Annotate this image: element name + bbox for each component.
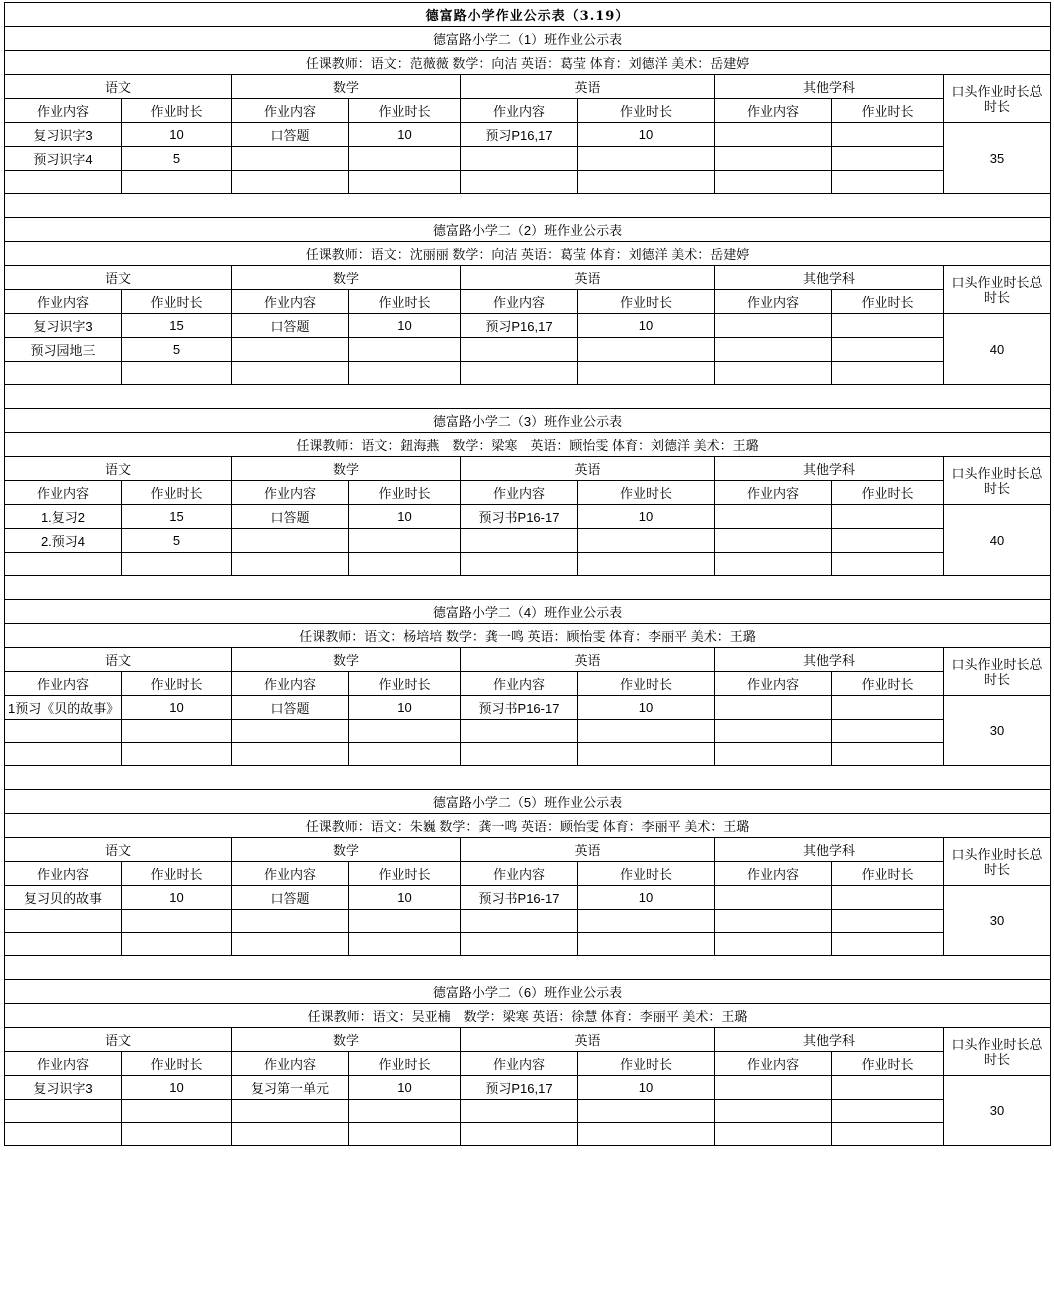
cell-content-other xyxy=(715,933,832,956)
table-row xyxy=(5,1004,1051,1028)
table-row xyxy=(5,1052,1051,1076)
header-duration-math: 作业时长 xyxy=(349,290,461,314)
header-duration-other: 作业时长 xyxy=(832,99,944,123)
cell-content-math xyxy=(232,529,349,553)
cell-duration-english xyxy=(578,720,715,743)
cell-content-math xyxy=(232,743,349,766)
cell-content-english xyxy=(461,743,578,766)
subject-header-math: 数学 xyxy=(232,457,461,481)
cell-duration-math xyxy=(349,147,461,171)
cell-content-chinese xyxy=(5,933,122,956)
cell-duration-other xyxy=(832,505,944,529)
header-content-english: 作业内容 xyxy=(461,481,578,505)
header-content-other: 作业内容 xyxy=(715,1052,832,1076)
cell-content-other xyxy=(715,147,832,171)
header-content-english: 作业内容 xyxy=(461,672,578,696)
cell-content-math: 口答题 xyxy=(232,505,349,529)
cell-content-english xyxy=(461,147,578,171)
teacher-list: 任课教师：语文：吴亚楠 数学：梁寒 英语：徐慧 体育：李丽平 美术：王璐 xyxy=(5,1004,1051,1028)
cell-content-other xyxy=(715,1100,832,1123)
cell-content-other xyxy=(715,553,832,576)
table-row xyxy=(5,696,1051,720)
table-row xyxy=(5,505,1051,529)
cell-content-english: 预习书P16-17 xyxy=(461,505,578,529)
cell-duration-math xyxy=(349,553,461,576)
cell-duration-chinese: 5 xyxy=(122,338,232,362)
header-content-english: 作业内容 xyxy=(461,290,578,314)
cell-content-other xyxy=(715,123,832,147)
header-duration-english: 作业时长 xyxy=(578,99,715,123)
cell-duration-english xyxy=(578,362,715,385)
oral-total-header: 口头作业时长总时长 xyxy=(944,457,1051,505)
subject-header-math: 数学 xyxy=(232,648,461,672)
cell-content-chinese: 1.复习2 xyxy=(5,505,122,529)
header-content-chinese: 作业内容 xyxy=(5,290,122,314)
cell-content-chinese xyxy=(5,171,122,194)
subject-header-english: 英语 xyxy=(461,648,715,672)
subject-header-math: 数学 xyxy=(232,75,461,99)
cell-duration-chinese xyxy=(122,553,232,576)
cell-duration-other xyxy=(832,553,944,576)
cell-content-english: 预习P16,17 xyxy=(461,1076,578,1100)
block-spacer xyxy=(5,385,1051,409)
oral-total-header: 口头作业时长总时长 xyxy=(944,266,1051,314)
table-row xyxy=(5,3,1051,27)
cell-content-math xyxy=(232,1100,349,1123)
cell-content-chinese xyxy=(5,910,122,933)
cell-duration-other xyxy=(832,338,944,362)
cell-content-chinese: 2.预习4 xyxy=(5,529,122,553)
cell-duration-english xyxy=(578,1123,715,1146)
header-duration-english: 作业时长 xyxy=(578,862,715,886)
teacher-list: 任课教师：语文：朱巍 数学：龚一鸣 英语：顾怡雯 体育：李丽平 美术：王璐 xyxy=(5,814,1051,838)
header-duration-other: 作业时长 xyxy=(832,862,944,886)
cell-duration-math xyxy=(349,338,461,362)
cell-duration-english: 10 xyxy=(578,314,715,338)
cell-content-english: 预习P16,17 xyxy=(461,123,578,147)
cell-duration-chinese: 15 xyxy=(122,314,232,338)
cell-duration-other xyxy=(832,720,944,743)
cell-content-chinese: 1预习《贝的故事》 xyxy=(5,696,122,720)
header-content-chinese: 作业内容 xyxy=(5,672,122,696)
cell-duration-other xyxy=(832,886,944,910)
header-duration-chinese: 作业时长 xyxy=(122,481,232,505)
teacher-list: 任课教师：语文：鈕海燕 数学：梁寒 英语：顾怡雯 体育：刘德洋 美术：王璐 xyxy=(5,433,1051,457)
table-row xyxy=(5,123,1051,147)
table-row xyxy=(5,862,1051,886)
table-row xyxy=(5,242,1051,266)
cell-duration-other xyxy=(832,933,944,956)
header-duration-chinese: 作业时长 xyxy=(122,290,232,314)
cell-duration-chinese: 10 xyxy=(122,886,232,910)
oral-total-value: 40 xyxy=(944,314,1051,385)
table-row xyxy=(5,1100,1051,1123)
table-row xyxy=(5,433,1051,457)
block-spacer xyxy=(5,576,1051,600)
table-row xyxy=(5,743,1051,766)
cell-duration-math: 10 xyxy=(349,505,461,529)
cell-content-chinese: 预习识字4 xyxy=(5,147,122,171)
cell-duration-english xyxy=(578,338,715,362)
oral-total-header: 口头作业时长总时长 xyxy=(944,1028,1051,1076)
cell-content-english xyxy=(461,1123,578,1146)
cell-content-other xyxy=(715,505,832,529)
subject-header-chinese: 语文 xyxy=(5,838,232,862)
cell-content-math xyxy=(232,171,349,194)
cell-content-chinese xyxy=(5,1100,122,1123)
cell-duration-other xyxy=(832,1076,944,1100)
table-row xyxy=(5,766,1051,790)
cell-content-math xyxy=(232,910,349,933)
cell-duration-chinese: 10 xyxy=(122,1076,232,1100)
cell-duration-english xyxy=(578,553,715,576)
header-duration-math: 作业时长 xyxy=(349,672,461,696)
subject-header-chinese: 语文 xyxy=(5,1028,232,1052)
header-content-chinese: 作业内容 xyxy=(5,481,122,505)
oral-total-value: 30 xyxy=(944,696,1051,766)
subject-header-math: 数学 xyxy=(232,266,461,290)
cell-content-english xyxy=(461,362,578,385)
header-content-other: 作业内容 xyxy=(715,290,832,314)
oral-total-header: 口头作业时长总时长 xyxy=(944,838,1051,886)
cell-duration-chinese: 10 xyxy=(122,696,232,720)
cell-duration-other xyxy=(832,147,944,171)
header-content-other: 作业内容 xyxy=(715,672,832,696)
header-duration-math: 作业时长 xyxy=(349,99,461,123)
cell-content-math xyxy=(232,1123,349,1146)
class-title: 德富路小学二（4）班作业公示表 xyxy=(5,600,1051,624)
cell-content-english: 预习P16,17 xyxy=(461,314,578,338)
table-row xyxy=(5,600,1051,624)
table-row xyxy=(5,576,1051,600)
table-row xyxy=(5,980,1051,1004)
header-content-other: 作业内容 xyxy=(715,481,832,505)
cell-content-english: 预习书P16-17 xyxy=(461,886,578,910)
header-duration-other: 作业时长 xyxy=(832,672,944,696)
cell-duration-chinese: 5 xyxy=(122,147,232,171)
table-row xyxy=(5,99,1051,123)
cell-content-other xyxy=(715,1123,832,1146)
cell-content-math: 复习第一单元 xyxy=(232,1076,349,1100)
cell-duration-chinese xyxy=(122,171,232,194)
table-row xyxy=(5,910,1051,933)
cell-content-other xyxy=(715,362,832,385)
cell-duration-other xyxy=(832,362,944,385)
cell-content-english xyxy=(461,338,578,362)
block-spacer xyxy=(5,766,1051,790)
block-spacer xyxy=(5,956,1051,980)
subject-header-other: 其他学科 xyxy=(715,1028,944,1052)
header-content-other: 作业内容 xyxy=(715,862,832,886)
oral-total-value: 30 xyxy=(944,1076,1051,1146)
cell-content-other xyxy=(715,696,832,720)
table-row xyxy=(5,529,1051,553)
subject-header-other: 其他学科 xyxy=(715,838,944,862)
teacher-list: 任课教师：语文：范薇薇 数学：向洁 英语：葛莹 体育：刘德洋 美术：岳建婷 xyxy=(5,51,1051,75)
cell-duration-english xyxy=(578,1100,715,1123)
header-content-english: 作业内容 xyxy=(461,99,578,123)
cell-duration-english xyxy=(578,147,715,171)
cell-content-other xyxy=(715,886,832,910)
cell-content-chinese xyxy=(5,1123,122,1146)
header-content-math: 作业内容 xyxy=(232,672,349,696)
oral-total-header: 口头作业时长总时长 xyxy=(944,75,1051,123)
header-content-math: 作业内容 xyxy=(232,99,349,123)
header-duration-math: 作业时长 xyxy=(349,862,461,886)
cell-duration-english: 10 xyxy=(578,505,715,529)
cell-content-math xyxy=(232,720,349,743)
cell-content-chinese: 复习识字3 xyxy=(5,123,122,147)
cell-duration-other xyxy=(832,696,944,720)
cell-duration-chinese xyxy=(122,743,232,766)
header-duration-english: 作业时长 xyxy=(578,1052,715,1076)
cell-content-math: 口答题 xyxy=(232,123,349,147)
subject-header-math: 数学 xyxy=(232,1028,461,1052)
cell-duration-math xyxy=(349,910,461,933)
table-row xyxy=(5,75,1051,99)
cell-content-other xyxy=(715,529,832,553)
table-row xyxy=(5,624,1051,648)
table-row xyxy=(5,790,1051,814)
header-duration-chinese: 作业时长 xyxy=(122,1052,232,1076)
cell-duration-chinese xyxy=(122,362,232,385)
cell-duration-other xyxy=(832,314,944,338)
cell-duration-other xyxy=(832,743,944,766)
table-row xyxy=(5,338,1051,362)
table-row xyxy=(5,218,1051,242)
cell-content-math xyxy=(232,362,349,385)
header-content-math: 作业内容 xyxy=(232,862,349,886)
table-row xyxy=(5,314,1051,338)
cell-duration-chinese xyxy=(122,1100,232,1123)
teacher-list: 任课教师：语文：沈丽丽 数学：向洁 英语：葛莹 体育：刘德洋 美术：岳建婷 xyxy=(5,242,1051,266)
class-title: 德富路小学二（6）班作业公示表 xyxy=(5,980,1051,1004)
cell-duration-other xyxy=(832,1100,944,1123)
cell-content-chinese xyxy=(5,743,122,766)
table-row xyxy=(5,290,1051,314)
cell-duration-math xyxy=(349,720,461,743)
table-row xyxy=(5,1076,1051,1100)
class-title: 德富路小学二（1）班作业公示表 xyxy=(5,27,1051,51)
cell-content-math xyxy=(232,933,349,956)
header-content-chinese: 作业内容 xyxy=(5,1052,122,1076)
cell-duration-chinese xyxy=(122,933,232,956)
cell-content-other xyxy=(715,720,832,743)
table-row xyxy=(5,933,1051,956)
cell-duration-other xyxy=(832,910,944,933)
class-title: 德富路小学二（2）班作业公示表 xyxy=(5,218,1051,242)
header-content-other: 作业内容 xyxy=(715,99,832,123)
header-duration-math: 作业时长 xyxy=(349,481,461,505)
cell-duration-other xyxy=(832,529,944,553)
cell-content-math: 口答题 xyxy=(232,696,349,720)
table-row xyxy=(5,838,1051,862)
header-content-math: 作业内容 xyxy=(232,290,349,314)
cell-duration-english xyxy=(578,743,715,766)
table-row xyxy=(5,1028,1051,1052)
header-duration-chinese: 作业时长 xyxy=(122,672,232,696)
subject-header-chinese: 语文 xyxy=(5,457,232,481)
cell-duration-english: 10 xyxy=(578,886,715,910)
cell-content-math xyxy=(232,338,349,362)
header-duration-english: 作业时长 xyxy=(578,290,715,314)
cell-content-other xyxy=(715,314,832,338)
cell-content-chinese xyxy=(5,720,122,743)
cell-duration-english xyxy=(578,529,715,553)
header-content-math: 作业内容 xyxy=(232,481,349,505)
cell-content-math: 口答题 xyxy=(232,886,349,910)
table-row xyxy=(5,194,1051,218)
subject-header-other: 其他学科 xyxy=(715,648,944,672)
table-row xyxy=(5,362,1051,385)
cell-content-english xyxy=(461,720,578,743)
cell-duration-math: 10 xyxy=(349,123,461,147)
header-duration-english: 作业时长 xyxy=(578,672,715,696)
subject-header-other: 其他学科 xyxy=(715,457,944,481)
cell-content-math: 口答题 xyxy=(232,314,349,338)
subject-header-english: 英语 xyxy=(461,838,715,862)
homework-public-table xyxy=(4,2,1051,1146)
page-title: 德富路小学作业公示表（3.19） xyxy=(5,3,1051,27)
cell-content-other xyxy=(715,910,832,933)
cell-duration-math xyxy=(349,1100,461,1123)
cell-duration-chinese: 10 xyxy=(122,123,232,147)
cell-duration-math xyxy=(349,743,461,766)
table-row xyxy=(5,457,1051,481)
header-content-chinese: 作业内容 xyxy=(5,862,122,886)
table-row xyxy=(5,409,1051,433)
header-duration-other: 作业时长 xyxy=(832,1052,944,1076)
header-duration-math: 作业时长 xyxy=(349,1052,461,1076)
table-row xyxy=(5,147,1051,171)
subject-header-english: 英语 xyxy=(461,75,715,99)
subject-header-english: 英语 xyxy=(461,457,715,481)
cell-content-other xyxy=(715,1076,832,1100)
class-title: 德富路小学二（3）班作业公示表 xyxy=(5,409,1051,433)
cell-content-math xyxy=(232,147,349,171)
cell-duration-math xyxy=(349,171,461,194)
cell-duration-english xyxy=(578,910,715,933)
subject-header-chinese: 语文 xyxy=(5,648,232,672)
cell-content-chinese xyxy=(5,362,122,385)
cell-duration-chinese xyxy=(122,910,232,933)
cell-content-other xyxy=(715,171,832,194)
table-row xyxy=(5,385,1051,409)
table-row xyxy=(5,648,1051,672)
oral-total-value: 30 xyxy=(944,886,1051,956)
cell-duration-math: 10 xyxy=(349,314,461,338)
table-row xyxy=(5,814,1051,838)
header-content-math: 作业内容 xyxy=(232,1052,349,1076)
cell-duration-chinese: 15 xyxy=(122,505,232,529)
cell-duration-math xyxy=(349,933,461,956)
oral-total-value: 40 xyxy=(944,505,1051,576)
table-row xyxy=(5,672,1051,696)
subject-header-math: 数学 xyxy=(232,838,461,862)
header-content-english: 作业内容 xyxy=(461,1052,578,1076)
cell-content-english xyxy=(461,553,578,576)
cell-content-other xyxy=(715,338,832,362)
cell-duration-math xyxy=(349,529,461,553)
cell-duration-chinese xyxy=(122,1123,232,1146)
header-duration-chinese: 作业时长 xyxy=(122,99,232,123)
table-row xyxy=(5,171,1051,194)
cell-duration-english: 10 xyxy=(578,123,715,147)
cell-content-math xyxy=(232,553,349,576)
cell-duration-english: 10 xyxy=(578,696,715,720)
table-row xyxy=(5,27,1051,51)
subject-header-other: 其他学科 xyxy=(715,266,944,290)
cell-content-english xyxy=(461,1100,578,1123)
cell-duration-english: 10 xyxy=(578,1076,715,1100)
cell-duration-chinese xyxy=(122,720,232,743)
block-spacer xyxy=(5,194,1051,218)
cell-duration-other xyxy=(832,171,944,194)
cell-duration-english xyxy=(578,933,715,956)
table-row xyxy=(5,886,1051,910)
teacher-list: 任课教师：语文：杨培培 数学：龚一鸣 英语：顾怡雯 体育：李丽平 美术：王璐 xyxy=(5,624,1051,648)
table-row xyxy=(5,266,1051,290)
cell-duration-english xyxy=(578,171,715,194)
oral-total-header: 口头作业时长总时长 xyxy=(944,648,1051,696)
header-duration-other: 作业时长 xyxy=(832,290,944,314)
cell-content-chinese xyxy=(5,553,122,576)
table-row xyxy=(5,1123,1051,1146)
cell-content-english xyxy=(461,171,578,194)
subject-header-other: 其他学科 xyxy=(715,75,944,99)
header-duration-english: 作业时长 xyxy=(578,481,715,505)
cell-content-other xyxy=(715,743,832,766)
header-content-english: 作业内容 xyxy=(461,862,578,886)
subject-header-chinese: 语文 xyxy=(5,266,232,290)
cell-content-chinese: 复习识字3 xyxy=(5,1076,122,1100)
cell-content-english: 预习书P16-17 xyxy=(461,696,578,720)
cell-duration-math xyxy=(349,1123,461,1146)
cell-duration-math xyxy=(349,362,461,385)
table-row xyxy=(5,51,1051,75)
cell-content-english xyxy=(461,933,578,956)
cell-content-english xyxy=(461,529,578,553)
cell-content-chinese: 复习贝的故事 xyxy=(5,886,122,910)
cell-duration-other xyxy=(832,123,944,147)
cell-content-chinese: 复习识字3 xyxy=(5,314,122,338)
subject-header-chinese: 语文 xyxy=(5,75,232,99)
table-row xyxy=(5,720,1051,743)
table-row xyxy=(5,553,1051,576)
header-duration-chinese: 作业时长 xyxy=(122,862,232,886)
cell-duration-math: 10 xyxy=(349,886,461,910)
oral-total-value: 35 xyxy=(944,123,1051,194)
cell-duration-math: 10 xyxy=(349,1076,461,1100)
cell-content-english xyxy=(461,910,578,933)
table-row xyxy=(5,956,1051,980)
table-row xyxy=(5,481,1051,505)
class-title: 德富路小学二（5）班作业公示表 xyxy=(5,790,1051,814)
cell-duration-math: 10 xyxy=(349,696,461,720)
cell-duration-other xyxy=(832,1123,944,1146)
header-duration-other: 作业时长 xyxy=(832,481,944,505)
subject-header-english: 英语 xyxy=(461,266,715,290)
subject-header-english: 英语 xyxy=(461,1028,715,1052)
cell-content-chinese: 预习园地三 xyxy=(5,338,122,362)
header-content-chinese: 作业内容 xyxy=(5,99,122,123)
cell-duration-chinese: 5 xyxy=(122,529,232,553)
